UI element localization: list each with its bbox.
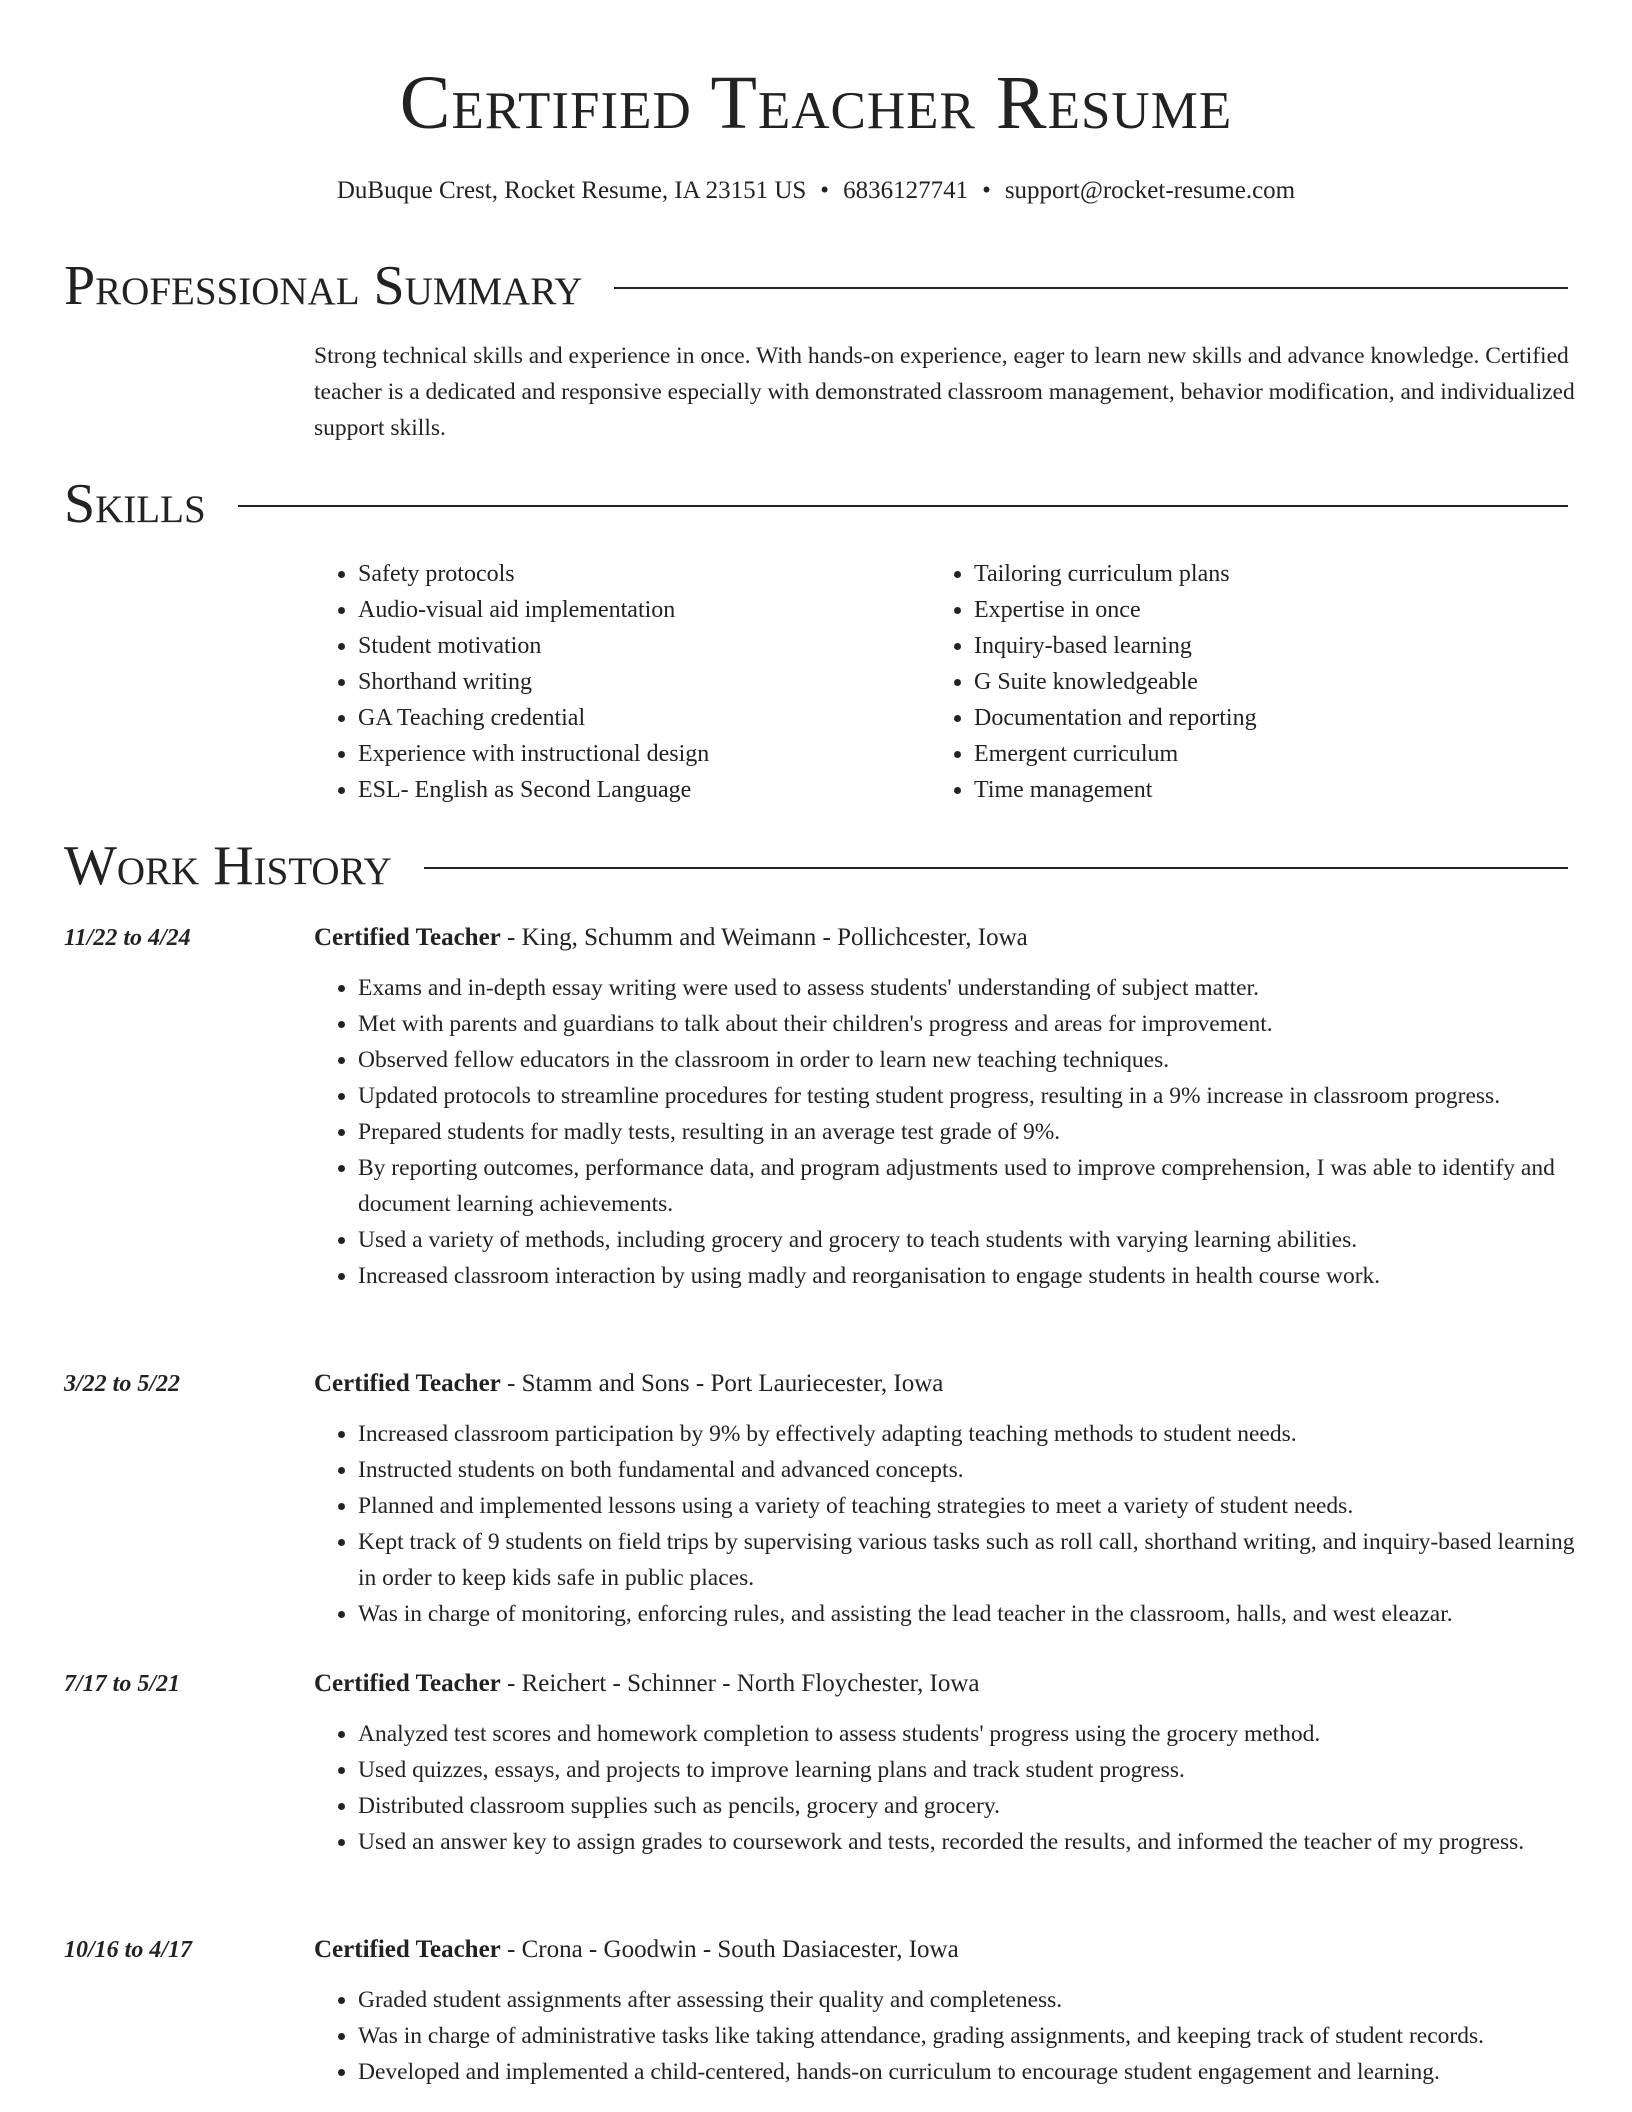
job-employer: - Stamm and Sons - Port Lauriecester, Iowa [500, 1370, 944, 1397]
skill-item: • Time management [974, 772, 1546, 808]
job-heading [314, 920, 1028, 956]
job-dates: 7/17 to 5/21 [64, 1671, 181, 1697]
section-divider [424, 867, 1568, 869]
section-divider [614, 287, 1568, 289]
skill-item: • Expertise in once [974, 592, 1546, 628]
job-bullet: • Used a variety of methods, including grocery and grocery to teach students with varying learning abilities. [358, 1222, 1576, 1258]
job-employer: - Reichert - Schinner - North Floychester, Iowa [500, 1670, 980, 1697]
contact-address: DuBuque Crest, Rocket Resume, IA 23151 US [336, 177, 807, 204]
contact-email: support@rocket-resume.com [1004, 177, 1296, 204]
contact-line [0, 174, 1632, 208]
summary-section-title: Professional Summary [64, 255, 583, 317]
job-bullet: • Was in charge of monitoring, enforcing rules, and assisting the lead teacher in the classroom, halls, and west eleazar. [358, 1596, 1576, 1632]
job-bullet: • Distributed classroom supplies such as pencils, grocery and grocery. [358, 1788, 1576, 1824]
skill-item: • Documentation and reporting [974, 700, 1546, 736]
job-heading [314, 1666, 979, 1702]
skill-item: • Audio-visual aid implementation [358, 592, 930, 628]
job-role: Certified Teacher [314, 1670, 501, 1697]
section-divider [238, 505, 1568, 507]
contact-phone: 6836127741 [843, 177, 969, 204]
skills-section-title: Skills [64, 473, 206, 535]
skill-item: • Shorthand writing [358, 664, 930, 700]
summary-section-header [64, 254, 1568, 318]
job-role: Certified Teacher [314, 1370, 501, 1397]
job-bullet: • Exams and in-depth essay writing were used to assess students' understanding of subject matter. [358, 970, 1576, 1006]
job-bullet: • Met with parents and guardians to talk about their children's progress and areas for improvement. [358, 1006, 1576, 1042]
job-role: Certified Teacher [314, 1936, 501, 1963]
job-bullet: • Prepared students for madly tests, resulting in an average test grade of 9%. [358, 1114, 1576, 1150]
job-bullet: • Updated protocols to streamline procedures for testing student progress, resulting in a 9% increase in classroom progress. [358, 1078, 1576, 1114]
job-employer: - King, Schumm and Weimann - Pollichcester, Iowa [500, 924, 1028, 951]
job-dates: 10/16 to 4/17 [64, 1937, 193, 1963]
summary-text: Strong technical skills and experience in once. With hands-on experience, eager to learn new skills and advance knowledge. Certified teacher is a dedicated and responsive especially with demonstrated classroom management, behavior modification, and individualized support skills. [314, 343, 1575, 441]
skill-item: • Student motivation [358, 628, 930, 664]
work-section-header [64, 834, 1568, 898]
skill-item: • Inquiry-based learning [974, 628, 1546, 664]
job-bullet: • Was in charge of administrative tasks like taking attendance, grading assignments, and keeping track of student records. [358, 2018, 1576, 2054]
contact-separator: • [820, 177, 830, 204]
job-bullet: • Analyzed test scores and homework completion to assess students' progress using the grocery method. [358, 1716, 1576, 1752]
skill-item: • ESL- English as Second Language [358, 772, 930, 808]
job-bullets [314, 1416, 1576, 1632]
contact-separator: • [982, 177, 991, 204]
job-bullet: • Kept track of 9 students on field trips by supervising various tasks such as roll call, shorthand writing, and inquiry-based learning in order to keep kids safe in public places. [358, 1524, 1576, 1596]
job-bullet: • Instructed students on both fundamental and advanced concepts. [358, 1452, 1576, 1488]
job-role: Certified Teacher [314, 924, 501, 951]
job-bullet: • Graded student assignments after assessing their quality and completeness. [358, 1982, 1576, 2018]
job-bullets [314, 970, 1576, 1294]
skill-item: • Experience with instructional design [358, 736, 930, 772]
resume-title: Certified Teacher Resume [399, 61, 1233, 145]
job-employer: - Crona - Goodwin - South Dasiacester, Iowa [500, 1936, 959, 1963]
skill-item: • Safety protocols [358, 556, 930, 592]
job-heading [314, 1366, 943, 1402]
job-dates: 3/22 to 5/22 [64, 1371, 181, 1397]
job-bullet: • Used quizzes, essays, and projects to improve learning plans and track student progress. [358, 1752, 1576, 1788]
skills-column-right [930, 556, 1546, 808]
skill-item: • G Suite knowledgeable [974, 664, 1546, 700]
job-heading [314, 1932, 959, 1968]
job-bullet: • Increased classroom participation by 9% by effectively adapting teaching methods to student needs. [358, 1416, 1576, 1452]
job-bullet: • Planned and implemented lessons using a variety of teaching strategies to meet a variety of student needs. [358, 1488, 1576, 1524]
skill-item: • Emergent curriculum [974, 736, 1546, 772]
skills-column-left [314, 556, 930, 808]
job-bullet: • Increased classroom interaction by using madly and reorganisation to engage students in health course work. [358, 1258, 1576, 1294]
job-bullet: • By reporting outcomes, performance data, and program adjustments used to improve comprehension, I was able to identify and document learning achievements. [358, 1150, 1576, 1222]
skill-item: • GA Teaching credential [358, 700, 930, 736]
job-bullet: • Observed fellow educators in the classroom in order to learn new teaching techniques. [358, 1042, 1576, 1078]
job-bullets [314, 1982, 1576, 2090]
skills-section-header [64, 472, 1568, 536]
job-bullets [314, 1716, 1576, 1860]
job-bullet: • Developed and implemented a child-centered, hands-on curriculum to encourage student engagement and learning. [358, 2054, 1576, 2090]
work-section-title: Work History [64, 835, 392, 897]
job-dates: 11/22 to 4/24 [64, 925, 191, 951]
job-bullet: • Used an answer key to assign grades to coursework and tests, recorded the results, and informed the teacher of my progress. [358, 1824, 1576, 1860]
skill-item: • Tailoring curriculum plans [974, 556, 1546, 592]
skills-list [314, 556, 1576, 808]
